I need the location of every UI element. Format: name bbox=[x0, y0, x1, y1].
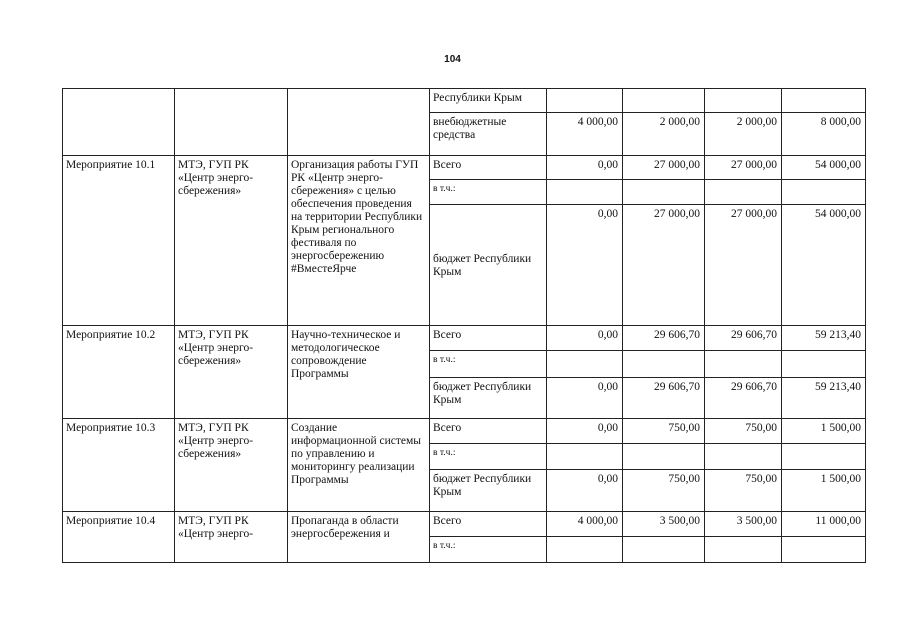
table-row bbox=[63, 156, 866, 180]
amount-cell: 54 000,00 bbox=[782, 156, 866, 180]
event-name-cell: Мероприятие 10.4 bbox=[63, 512, 175, 563]
amount-cell: 29 606,70 bbox=[705, 378, 782, 419]
amount-cell: 3 500,00 bbox=[623, 512, 705, 537]
amount-cell: 3 500,00 bbox=[705, 512, 782, 537]
amount-cell bbox=[623, 89, 705, 113]
table-row bbox=[63, 326, 866, 351]
amount-cell bbox=[782, 444, 866, 470]
amount-cell: 750,00 bbox=[623, 470, 705, 512]
amount-cell bbox=[782, 180, 866, 205]
amount-cell bbox=[705, 351, 782, 378]
amount-cell: 11 000,00 bbox=[782, 512, 866, 537]
amount-cell: 27 000,00 bbox=[705, 205, 782, 326]
amount-cell: 750,00 bbox=[705, 419, 782, 444]
amount-cell: 2 000,00 bbox=[705, 113, 782, 156]
amount-cell bbox=[547, 444, 623, 470]
amount-cell: 8 000,00 bbox=[782, 113, 866, 156]
amount-cell: 2 000,00 bbox=[623, 113, 705, 156]
amount-cell bbox=[547, 351, 623, 378]
amount-cell bbox=[623, 180, 705, 205]
executor-cell: МТЭ, ГУП РК «Центр энерго-сбережения» bbox=[175, 156, 288, 326]
amount-cell: 29 606,70 bbox=[705, 326, 782, 351]
event-name-cell bbox=[63, 89, 175, 156]
amount-cell: 750,00 bbox=[623, 419, 705, 444]
amount-cell bbox=[705, 444, 782, 470]
executor-cell: МТЭ, ГУП РК «Центр энерго- bbox=[175, 512, 288, 563]
amount-cell bbox=[782, 89, 866, 113]
funding-source: Всего bbox=[430, 326, 547, 351]
amount-cell: 0,00 bbox=[547, 378, 623, 419]
description-cell: Научно-техническое и методологическое сопровождение Программы bbox=[288, 326, 430, 419]
description-cell bbox=[288, 89, 430, 156]
event-name-cell: Мероприятие 10.3 bbox=[63, 419, 175, 512]
event-name-cell: Мероприятие 10.2 bbox=[63, 326, 175, 419]
funding-source: Всего bbox=[430, 512, 547, 537]
page-number: 104 bbox=[444, 54, 461, 65]
funding-source: Всего bbox=[430, 156, 547, 180]
funding-source: бюджет Республики Крым bbox=[430, 378, 547, 419]
amount-cell: 54 000,00 bbox=[782, 205, 866, 326]
executor-cell: МТЭ, ГУП РК «Центр энерго-сбережения» bbox=[175, 419, 288, 512]
funding-source: бюджет Республики Крым bbox=[430, 470, 547, 512]
description-cell: Организация работы ГУП РК «Центр энерго-сбережения» с целью обеспечения проведения на территории Республики Крым регионального фестиваля по энергосбережению #ВместеЯрче bbox=[288, 156, 430, 326]
funding-source: Всего bbox=[430, 419, 547, 444]
amount-cell: 27 000,00 bbox=[705, 156, 782, 180]
amount-cell bbox=[547, 89, 623, 113]
amount-cell bbox=[547, 537, 623, 563]
funding-source: бюджет Республики Крым bbox=[430, 205, 547, 326]
amount-cell bbox=[705, 537, 782, 563]
funding-source: в т.ч.: bbox=[430, 444, 547, 470]
amount-cell: 0,00 bbox=[547, 205, 623, 326]
amount-cell bbox=[623, 351, 705, 378]
funding-source: в т.ч.: bbox=[430, 537, 547, 563]
event-name-cell: Мероприятие 10.1 bbox=[63, 156, 175, 326]
amount-cell: 0,00 bbox=[547, 470, 623, 512]
executor-cell bbox=[175, 89, 288, 156]
description-cell: Пропаганда в области энергосбережения и bbox=[288, 512, 430, 563]
table-row bbox=[63, 512, 866, 537]
table-row bbox=[63, 419, 866, 444]
description-cell: Создание информационной системы по управлению и мониторингу реализации Программы bbox=[288, 419, 430, 512]
amount-cell: 59 213,40 bbox=[782, 326, 866, 351]
amount-cell bbox=[705, 180, 782, 205]
budget-table bbox=[62, 88, 866, 563]
amount-cell: 750,00 bbox=[705, 470, 782, 512]
amount-cell: 29 606,70 bbox=[623, 378, 705, 419]
amount-cell: 1 500,00 bbox=[782, 419, 866, 444]
amount-cell bbox=[623, 537, 705, 563]
funding-source: Республики Крым bbox=[430, 89, 547, 113]
funding-source: внебюджетные средства bbox=[430, 113, 547, 156]
amount-cell bbox=[547, 180, 623, 205]
amount-cell: 0,00 bbox=[547, 156, 623, 180]
amount-cell: 27 000,00 bbox=[623, 156, 705, 180]
amount-cell: 29 606,70 bbox=[623, 326, 705, 351]
amount-cell bbox=[782, 537, 866, 563]
amount-cell: 4 000,00 bbox=[547, 113, 623, 156]
amount-cell bbox=[623, 444, 705, 470]
executor-cell: МТЭ, ГУП РК «Центр энерго-сбережения» bbox=[175, 326, 288, 419]
amount-cell: 27 000,00 bbox=[623, 205, 705, 326]
funding-source: в т.ч.: bbox=[430, 180, 547, 205]
amount-cell: 0,00 bbox=[547, 419, 623, 444]
table-row bbox=[63, 89, 866, 113]
amount-cell: 4 000,00 bbox=[547, 512, 623, 537]
amount-cell bbox=[782, 351, 866, 378]
funding-source: в т.ч.: bbox=[430, 351, 547, 378]
amount-cell: 1 500,00 bbox=[782, 470, 866, 512]
amount-cell: 59 213,40 bbox=[782, 378, 866, 419]
amount-cell bbox=[705, 89, 782, 113]
amount-cell: 0,00 bbox=[547, 326, 623, 351]
